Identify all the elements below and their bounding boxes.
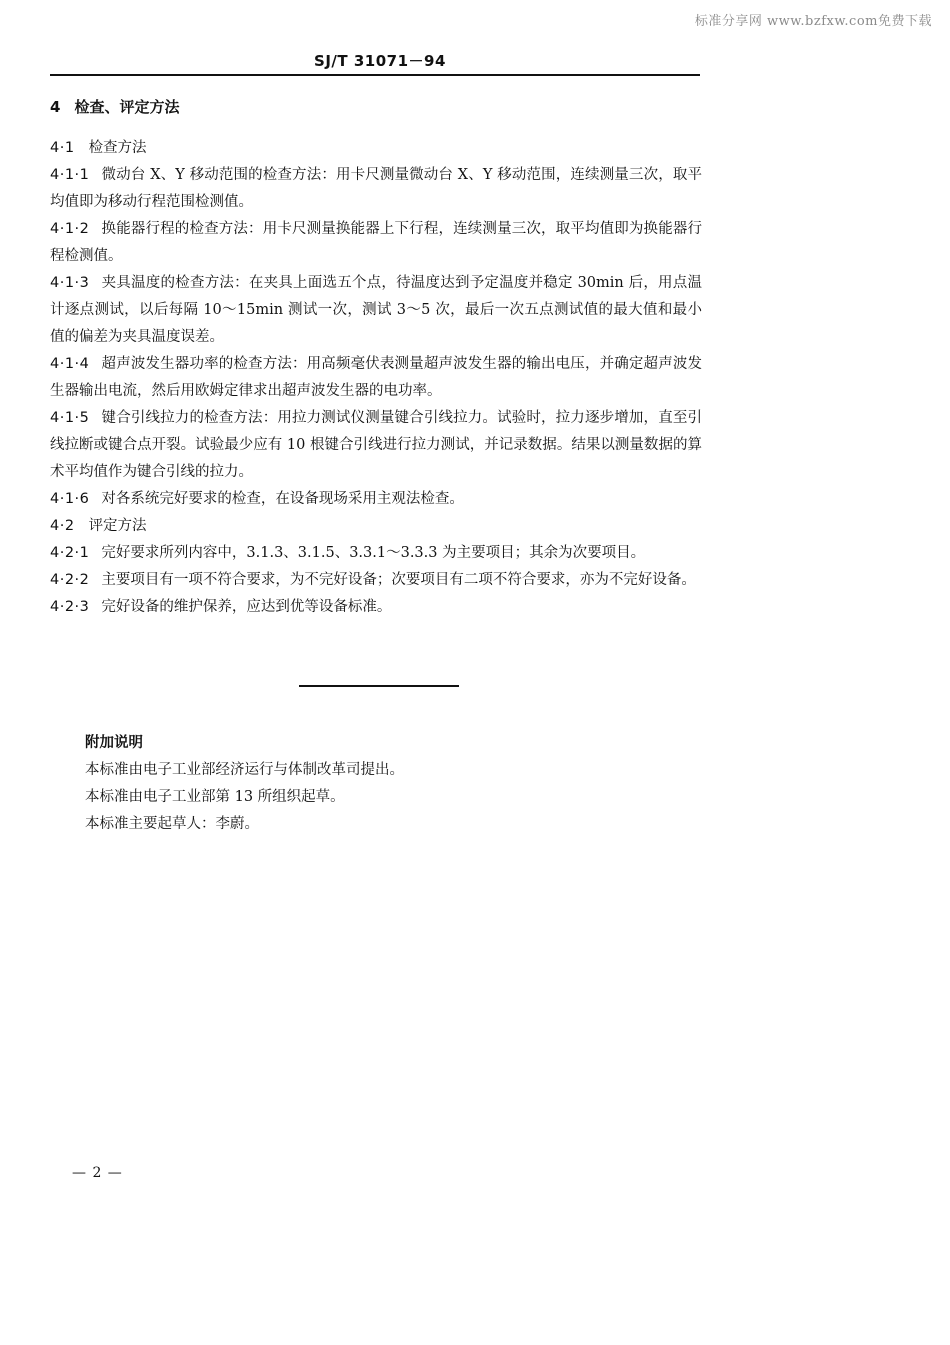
clause-4-1-1 bbox=[50, 162, 702, 216]
clause-text: 键合引线拉力的检查方法：用拉力测试仪测量键合引线拉力。试验时，拉力逐步增加，直至引线拉断或键合点开裂。试验最少应有 10 根键合引线进行拉力测试，并记录数据。结果以测量数据的算术平均值作为键合引线的拉力。 bbox=[50, 410, 702, 480]
appendix-line: 本标准由电子工业部经济运行与体制改革司提出。 bbox=[85, 762, 404, 778]
clause-list bbox=[50, 135, 702, 621]
clause-number: 4·2 bbox=[50, 518, 75, 534]
clause-text: 超声波发生器功率的检查方法：用高频毫伏表测量超声波发生器的输出电压，并确定超声波发生器输出电流，然后用欧姆定律求出超声波发生器的电功率。 bbox=[50, 356, 702, 399]
appendix-line: 本标准由电子工业部第 13 所组织起草。 bbox=[85, 789, 345, 805]
clause-4-1-5 bbox=[50, 405, 702, 486]
clause-text: 对各系统完好要求的检查，在设备现场采用主观法检查。 bbox=[101, 491, 464, 507]
appendix-notes bbox=[85, 730, 685, 838]
clause-4-1 bbox=[50, 135, 702, 162]
clause-4-2-3 bbox=[50, 594, 702, 621]
clause-text: 夹具温度的检查方法：在夹具上面选五个点，待温度达到予定温度并稳定 30min 后，用点温计逐点测试，以后每隔 10～15min 测试一次，测试 3～5 次，最后一次五点测试值的最大值和最小值的偏差为夹具温度误差。 bbox=[50, 275, 702, 345]
clause-number: 4·2·2 bbox=[50, 572, 90, 588]
section-heading bbox=[50, 96, 179, 117]
clause-text: 完好设备的维护保养，应达到优等设备标准。 bbox=[101, 599, 392, 615]
section-number: 4 bbox=[50, 98, 61, 116]
clause-text: 评定方法 bbox=[88, 518, 147, 534]
clause-number: 4·2·3 bbox=[50, 599, 90, 615]
clause-text: 微动台 X、Y 移动范围的检查方法：用卡尺测量微动台 X、Y 移动范围，连续测量三次，取平均值即为移动行程范围检测值。 bbox=[50, 167, 702, 210]
clause-4-1-2 bbox=[50, 216, 702, 270]
site-watermark: 标准分享网 www.bzfxw.com免费下载 bbox=[694, 14, 932, 29]
header-divider bbox=[50, 74, 700, 76]
clause-text: 完好要求所列内容中，3.1.3、3.1.5、3.3.1～3.3.3 为主要项目；其余为次要项目。 bbox=[101, 545, 646, 561]
appendix-line: 本标准主要起草人：李蔚。 bbox=[85, 816, 259, 832]
clause-text: 检查方法 bbox=[88, 140, 147, 156]
clause-4-2-1 bbox=[50, 540, 702, 567]
clause-text: 主要项目有一项不符合要求，为不完好设备；次要项目有二项不符合要求，亦为不完好设备。 bbox=[101, 572, 696, 588]
appendix-title: 附加说明 bbox=[85, 735, 143, 751]
clause-4-2-2 bbox=[50, 567, 702, 594]
end-of-text-rule bbox=[299, 685, 459, 687]
clause-4-1-6 bbox=[50, 486, 702, 513]
clause-number: 4·1·6 bbox=[50, 491, 90, 507]
clause-number: 4·1·3 bbox=[50, 275, 90, 291]
clause-number: 4·1·1 bbox=[50, 167, 90, 183]
clause-number: 4·2·1 bbox=[50, 545, 90, 561]
clause-text: 换能器行程的检查方法：用卡尺测量换能器上下行程，连续测量三次，取平均值即为换能器行程检测值。 bbox=[50, 221, 702, 264]
clause-number: 4·1·5 bbox=[50, 410, 90, 426]
clause-number: 4·1·4 bbox=[50, 356, 90, 372]
clause-4-1-4 bbox=[50, 351, 702, 405]
clause-number: 4·1 bbox=[50, 140, 75, 156]
clause-4-2 bbox=[50, 513, 702, 540]
standard-code-header: SJ/T 31071－94 bbox=[314, 52, 446, 70]
section-title: 检查、评定方法 bbox=[74, 98, 180, 116]
clause-number: 4·1·2 bbox=[50, 221, 90, 237]
page-number: — 2 — bbox=[72, 1165, 123, 1181]
clause-4-1-3 bbox=[50, 270, 702, 351]
